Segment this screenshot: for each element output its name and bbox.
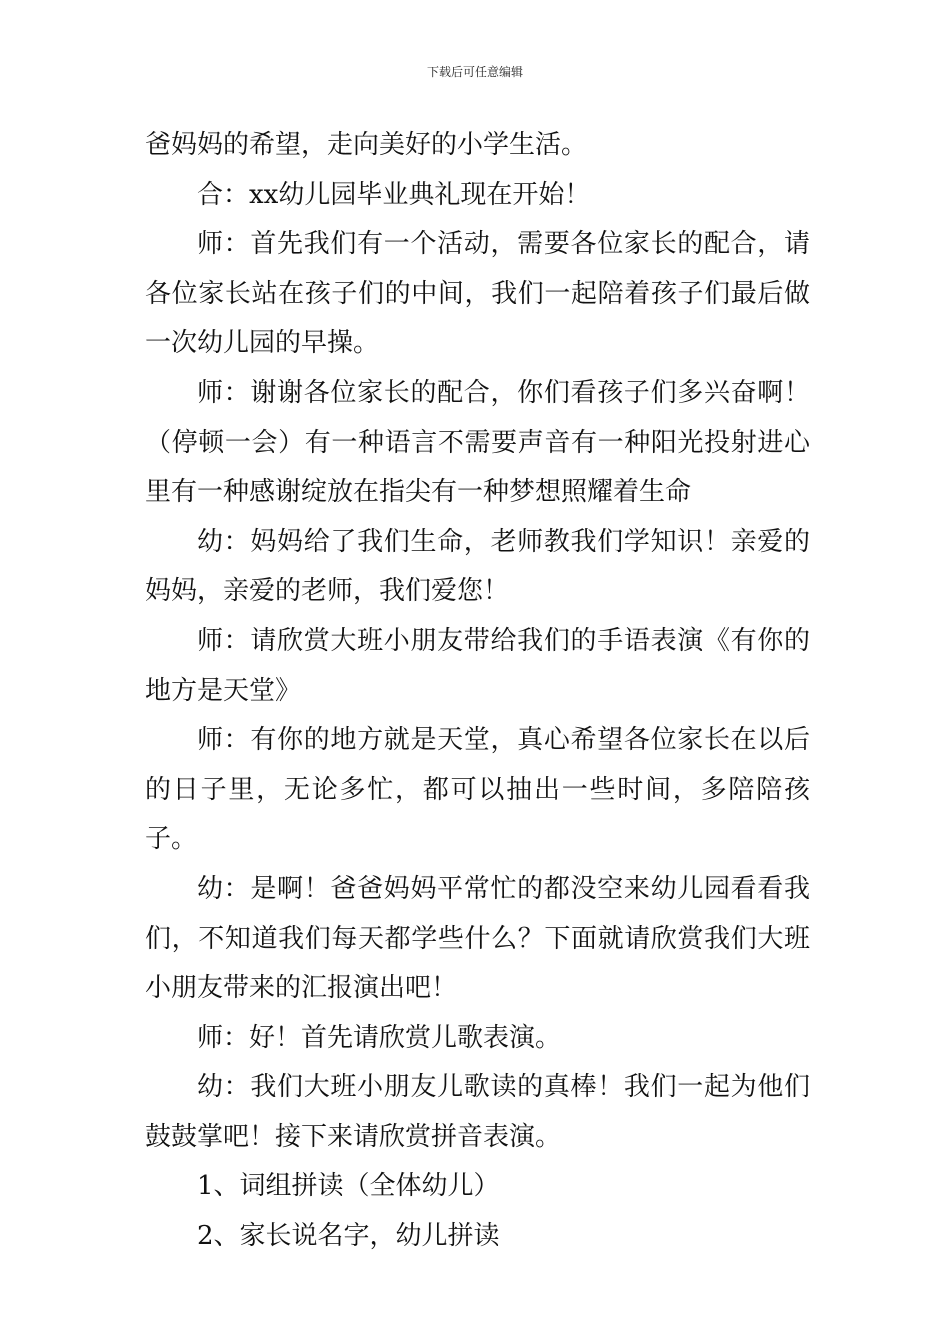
paragraph-teacher-hope: 师：有你的地方就是天堂，真心希望各位家长在以后的日子里，无论多忙，都可以抽出一些时间，多陪陪孩子。 [145, 725, 810, 855]
paragraph-children-thanks: 幼：妈妈给了我们生命，老师教我们学知识！亲爱的妈妈，亲爱的老师，我们爱您！ [145, 526, 810, 607]
page-header-note: 下载后可任意编辑 [426, 65, 523, 79]
list-item-word-reading: 1、词组拼读（全体幼儿） [197, 1171, 500, 1202]
paragraph-morning-exercise: 师：首先我们有一个活动，需要各位家长的配合，请各位家长站在孩子们的中间，我们一起陪着孩子们最后做一次幼儿园的早操。 [145, 229, 810, 359]
paragraph-pinyin-show: 幼：我们大班小朋友儿歌读的真棒！我们一起为他们鼓鼓掌吧！接下来请欣赏拼音表演。 [145, 1072, 810, 1152]
paragraph-sign-language-show: 师：请欣赏大班小朋友带给我们的手语表演《有你的地方是天堂》 [145, 625, 810, 706]
list-item-name-reading: 2、家长说名字，幼儿拼读 [197, 1221, 500, 1252]
paragraph-report-show: 幼：是啊！爸爸妈妈平常忙的都没空来幼儿园看看我们，不知道我们每天都学些什么？下面就请欣赏我们大班小朋友带来的汇报演出吧！ [145, 873, 810, 1004]
paragraph-continuation: 爸妈妈的希望，走向美好的小学生活。 [145, 130, 588, 160]
paragraph-thanks-parents: 师：谢谢各位家长的配合，你们看孩子们多兴奋啊！（停顿一会）有一种语言不需要声音有一种阳光投射进心里有一种感谢绽放在指尖有一种梦想照耀着生命 [145, 377, 810, 508]
document-body [145, 121, 810, 1262]
paragraph-opening-announcement: 合：xx幼儿园毕业典礼现在开始！ [197, 179, 591, 210]
paragraph-nursery-rhyme: 师：好！首先请欣赏儿歌表演。 [197, 1022, 562, 1053]
